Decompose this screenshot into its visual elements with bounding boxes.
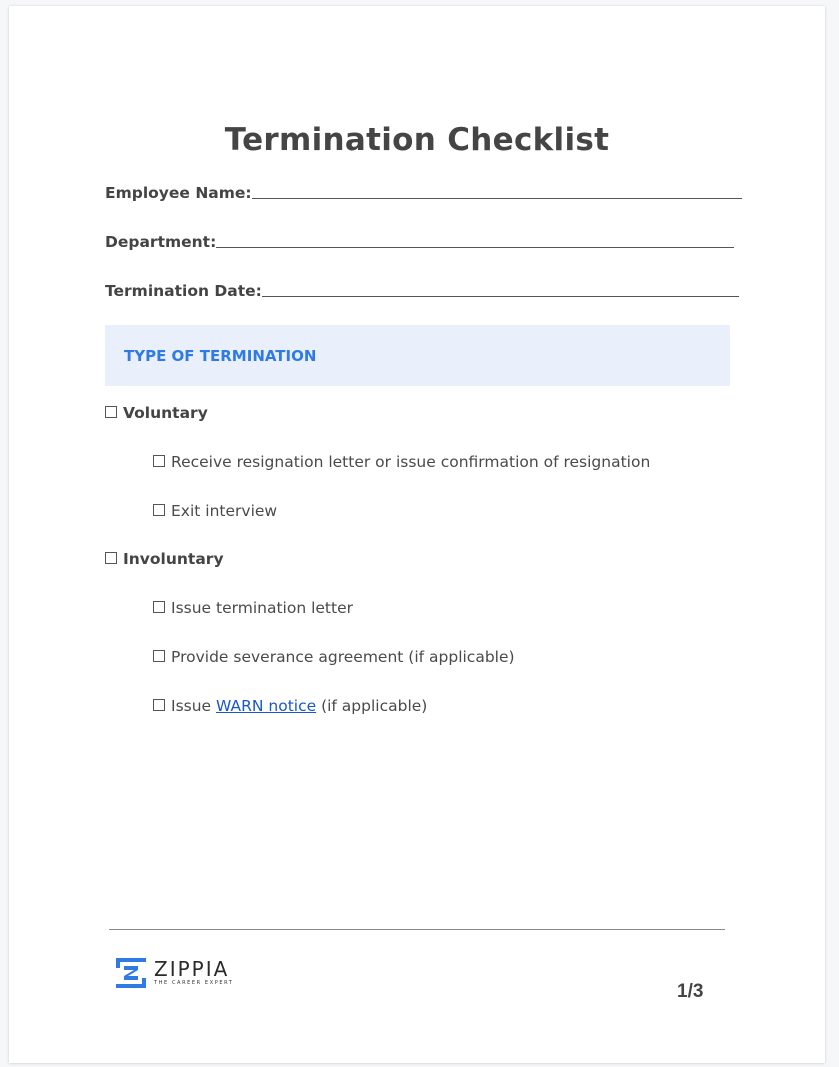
department-field[interactable] [105, 233, 734, 251]
checklist-subitem[interactable] [153, 502, 277, 520]
checklist-label: Voluntary [123, 404, 208, 422]
checkbox-icon[interactable] [153, 650, 165, 662]
logo-tagline: THE CAREER EXPERT [154, 980, 234, 986]
termination-date-line [262, 295, 739, 297]
checklist-label-prefix: Issue [171, 697, 217, 715]
checklist-item-involuntary[interactable] [105, 550, 224, 568]
checkbox-icon[interactable] [153, 601, 165, 613]
checklist-label: Provide severance agreement (if applicable) [171, 648, 515, 666]
zippia-logo [115, 957, 233, 989]
employee-name-line [252, 197, 742, 199]
checklist-subitem[interactable] [153, 599, 353, 617]
checklist-item-voluntary[interactable] [105, 404, 208, 422]
section-heading: TYPE OF TERMINATION [124, 347, 317, 365]
page-number: 1/3 [677, 981, 704, 1002]
warn-notice-link[interactable]: WARN notice [216, 697, 317, 715]
checklist-label: Issue termination letter [171, 599, 353, 617]
checklist-label: Involuntary [123, 550, 224, 568]
termination-date-label: Termination Date: [105, 282, 262, 300]
zippia-z-logo-icon [115, 957, 147, 989]
employee-name-label: Employee Name: [105, 184, 252, 202]
checkbox-icon[interactable] [153, 699, 165, 711]
termination-date-field[interactable] [105, 282, 739, 300]
checkbox-icon[interactable] [105, 406, 117, 418]
checklist-label: Exit interview [171, 502, 278, 520]
checklist-subitem[interactable] [153, 648, 515, 666]
checkbox-icon[interactable] [105, 552, 117, 564]
department-line [216, 246, 734, 248]
checkbox-icon[interactable] [153, 455, 165, 467]
checklist-label-suffix: (if applicable) [316, 697, 428, 715]
department-label: Department: [105, 233, 217, 251]
document-page [9, 6, 825, 1063]
checklist-subitem-warn[interactable] [153, 697, 427, 715]
checklist-label: Receive resignation letter or issue confirmation of resignation [171, 453, 651, 471]
employee-name-field[interactable] [105, 184, 742, 202]
footer-divider [109, 929, 725, 930]
checklist-subitem[interactable] [153, 453, 650, 471]
checkbox-icon[interactable] [153, 504, 165, 516]
page-title: Termination Checklist [224, 122, 610, 158]
logo-wordmark: ZIPPIA [154, 957, 230, 981]
section-header-type-of-termination [105, 325, 730, 386]
